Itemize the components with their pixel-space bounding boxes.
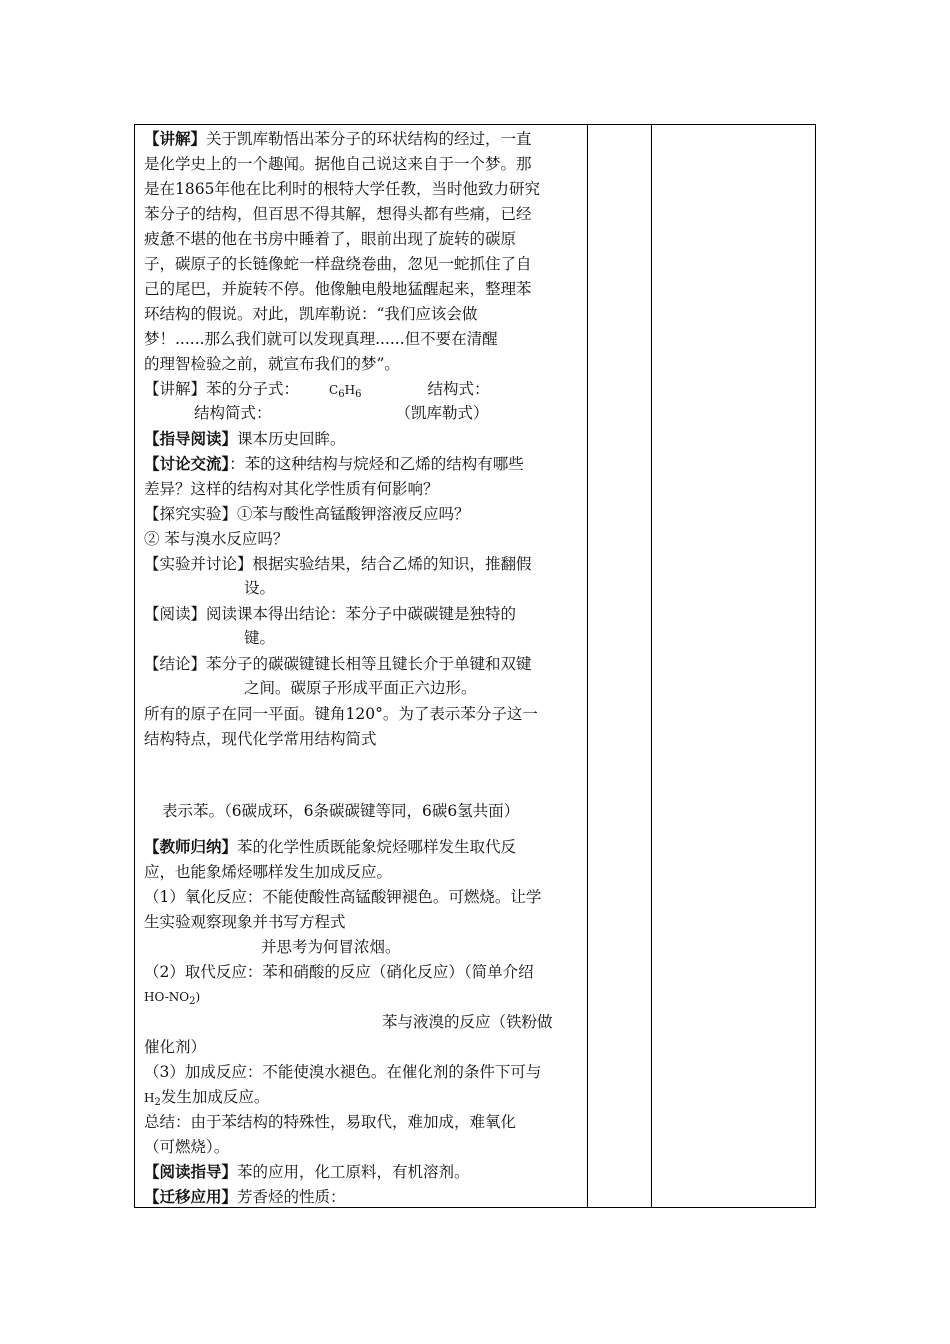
column-divider	[587, 125, 588, 1207]
text-line: 【迁移应用】芳香烃的性质：	[144, 1187, 346, 1206]
text-line: 环结构的假说。对此，凯库勒说：“我们应该会做	[144, 305, 478, 323]
text-line: 差异？这样的结构对其化学性质有何影响？	[144, 480, 439, 498]
text-line: 【讲解】苯的分子式： $C_6H_6$ 结构式：	[144, 380, 490, 400]
text-line: 【阅读指导】苯的应用，化工原料，有机溶剂。	[144, 1162, 470, 1181]
text-line: 【实验并讨论】根据实验结果，结合乙烯的知识，推翻假	[144, 555, 532, 573]
text-line: 结构简式： （凯库勒式）	[194, 404, 489, 422]
column-divider	[651, 125, 652, 1207]
text-line: 【阅读】阅读课本得出结论：苯分子中碳碳键是独特的	[144, 605, 517, 623]
text-line: 催化剂）	[144, 1038, 207, 1056]
text-line: 所有的原子在同一平面。键角120°。为了表示苯分子这一	[144, 705, 538, 723]
text-line: $HO-NO_2$)	[144, 990, 201, 1007]
text-line: $H_2$发生加成反应。	[144, 1088, 270, 1108]
text-line: 生实验观察现象并书写方程式	[144, 913, 346, 931]
text-line: 【讲解】关于凯库勒悟出苯分子的环状结构的经过，一直	[144, 129, 532, 148]
text-line: 子，碳原子的长链像蛇一样盘绕卷曲，忽见一蛇抓住了自	[144, 255, 532, 273]
text-line: 键。	[244, 629, 276, 647]
text-line: （1）氧化反应：不能使酸性高锰酸钾褪色。可燃烧。让学	[144, 888, 542, 906]
text-line: 梦！......那么我们就可以发现真理......但不要在清醒	[144, 330, 498, 348]
molecular-formula: $C_6H_6$	[329, 383, 362, 400]
text-line: 并思考为何冒浓烟。	[261, 938, 401, 956]
text-line: 【教师归纳】苯的化学性质既能象烷烃哪样发生取代反	[144, 837, 517, 856]
text-line: 是在1865年他在比利时的根特大学任教，当时他致力研究	[144, 180, 540, 198]
text-line: 之间。碳原子形成平面正六边形。	[244, 679, 477, 697]
text-line: 总结：由于苯结构的特殊性，易取代，难加成，难氧化	[144, 1113, 517, 1131]
text-line: 苯与液溴的反应（铁粉做	[382, 1013, 553, 1031]
text-line: 结构特点，现代化学常用结构简式	[144, 730, 377, 748]
text-line: 的理智检验之前，就宣布我们的梦”。	[144, 355, 400, 373]
text-line: （可燃烧）。	[144, 1138, 230, 1156]
text-line: 设。	[244, 579, 276, 597]
text-line: 苯分子的结构，但百思不得其解，想得头都有些痛，已经	[144, 205, 532, 223]
text-line: 己的尾巴，并旋转不停。他像触电般地猛醒起来，整理苯	[144, 280, 532, 298]
text-line: 疲惫不堪的他在书房中睡着了，眼前出现了旋转的碳原	[144, 230, 517, 248]
text-line: 【探究实验】①苯与酸性高锰酸钾溶液反应吗？	[144, 505, 470, 523]
text-line: （3）加成反应：不能使溴水褪色。在催化剂的条件下可与	[144, 1063, 542, 1081]
text-line: 是化学史上的一个趣闻。据他自己说这来自于一个梦。那	[144, 155, 532, 173]
text-line: （2）取代反应：苯和硝酸的反应（硝化反应）（简单介绍	[144, 963, 534, 981]
text-line: 表示苯。（6碳成环，6条碳碳键等同，6碳6氢共面）	[162, 802, 520, 820]
text-line: 【结论】苯分子的碳碳键键长相等且键长介于单键和双键	[144, 655, 532, 673]
text-line: 应，也能象烯烃哪样发生加成反应。	[144, 863, 393, 881]
text-line: ② 苯与溴水反应吗？	[144, 530, 289, 548]
text-line: 【指导阅读】课本历史回眸。	[144, 429, 346, 448]
text-line: 【讨论交流】：苯的这种结构与烷烃和乙烯的结构有哪些	[144, 454, 524, 473]
lesson-table	[134, 124, 816, 1208]
